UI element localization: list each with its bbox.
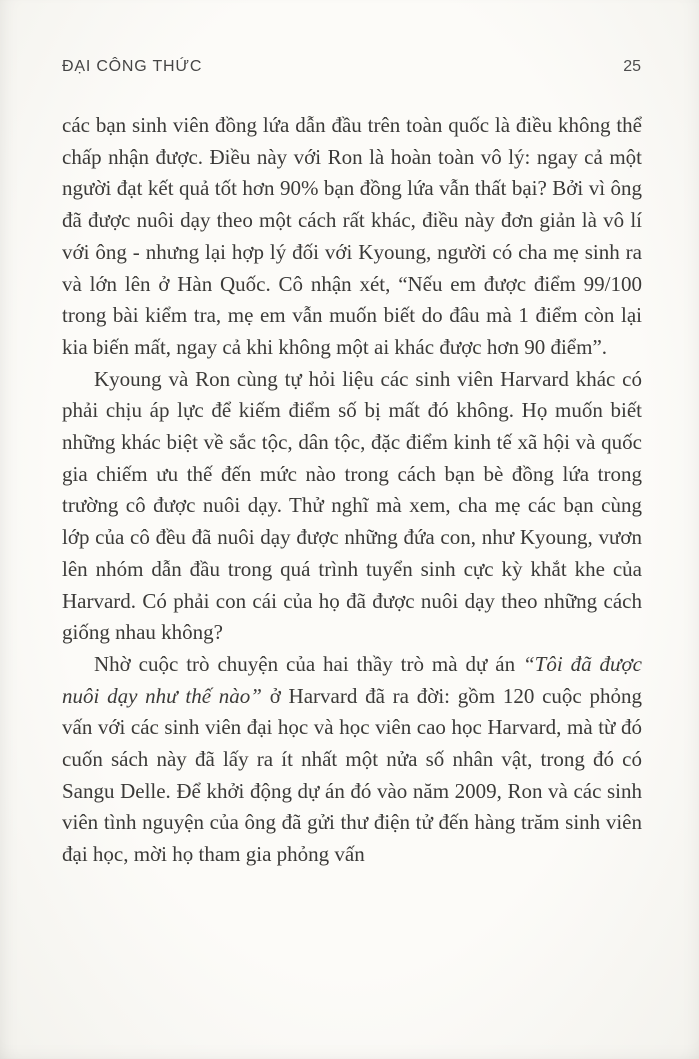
page-body <box>62 110 642 871</box>
paragraph <box>62 649 642 871</box>
paragraph-text: ở Harvard đã ra đời: gồm 120 cuộc phỏng vấn với các sinh viên đại học và học viên cao học Harvard, mà từ đó cuốn sách này đã lấy ra ít nhất một nửa số nhân vật, trong đó có Sangu Delle. Để khởi động dự án đó vào năm 2009, Ron và các sinh viên tình nguyện của ông đã gửi thư điện tử đến hàng trăm sinh viên đại học, mời họ tham gia phỏng vấn <box>62 683 642 867</box>
book-title-italic: “Tôi đã được nuôi dạy như thế nào” <box>62 651 642 708</box>
paragraph: các bạn sinh viên đồng lứa dẫn đầu trên toàn quốc là điều không thể chấp nhận được. Điều này với Ron là hoàn toàn vô lý: ngay cả một người đạt kết quả tốt hơn 90% bạn đồng lứa vẫn thất bại? Bởi vì ông đã được nuôi dạy theo một cách rất khác, điều này đơn giản là vô lí với ông - nhưng lại hợp lý đối với Kyoung, người có cha mẹ sinh ra và lớn lên ở Hàn Quốc. Cô nhận xét, “Nếu em được điểm 99/100 trong bài kiểm tra, mẹ em vẫn muốn biết do đâu mà 1 điểm còn lại kia biến mất, ngay cả khi không một ai khác được hơn 90 điểm”. <box>62 113 642 359</box>
page-number: 25 <box>623 58 641 75</box>
running-title: ĐẠI CÔNG THỨC <box>62 58 203 75</box>
paragraph-text: Nhờ cuộc trò chuyện của hai thầy trò mà dự án <box>94 651 523 676</box>
page-header <box>62 58 641 76</box>
paragraph: Kyoung và Ron cùng tự hỏi liệu các sinh viên Harvard khác có phải chịu áp lực để kiếm điểm số bị mất đó không. Họ muốn biết những khác biệt về sắc tộc, dân tộc, đặc điểm kinh tế xã hội và quốc gia chiếm ưu thế đến mức nào trong cách bạn bè đồng lứa trong trường cô được nuôi dạy. Thử nghĩ mà xem, cha mẹ các bạn cùng lớp của cô đều đã nuôi dạy được những đứa con, như Kyoung, vươn lên nhóm dẫn đầu trong quá trình tuyển sinh cực kỳ khắt khe của Harvard. Có phải con cái của họ đã được nuôi dạy theo những cách giống nhau không? <box>62 366 642 645</box>
